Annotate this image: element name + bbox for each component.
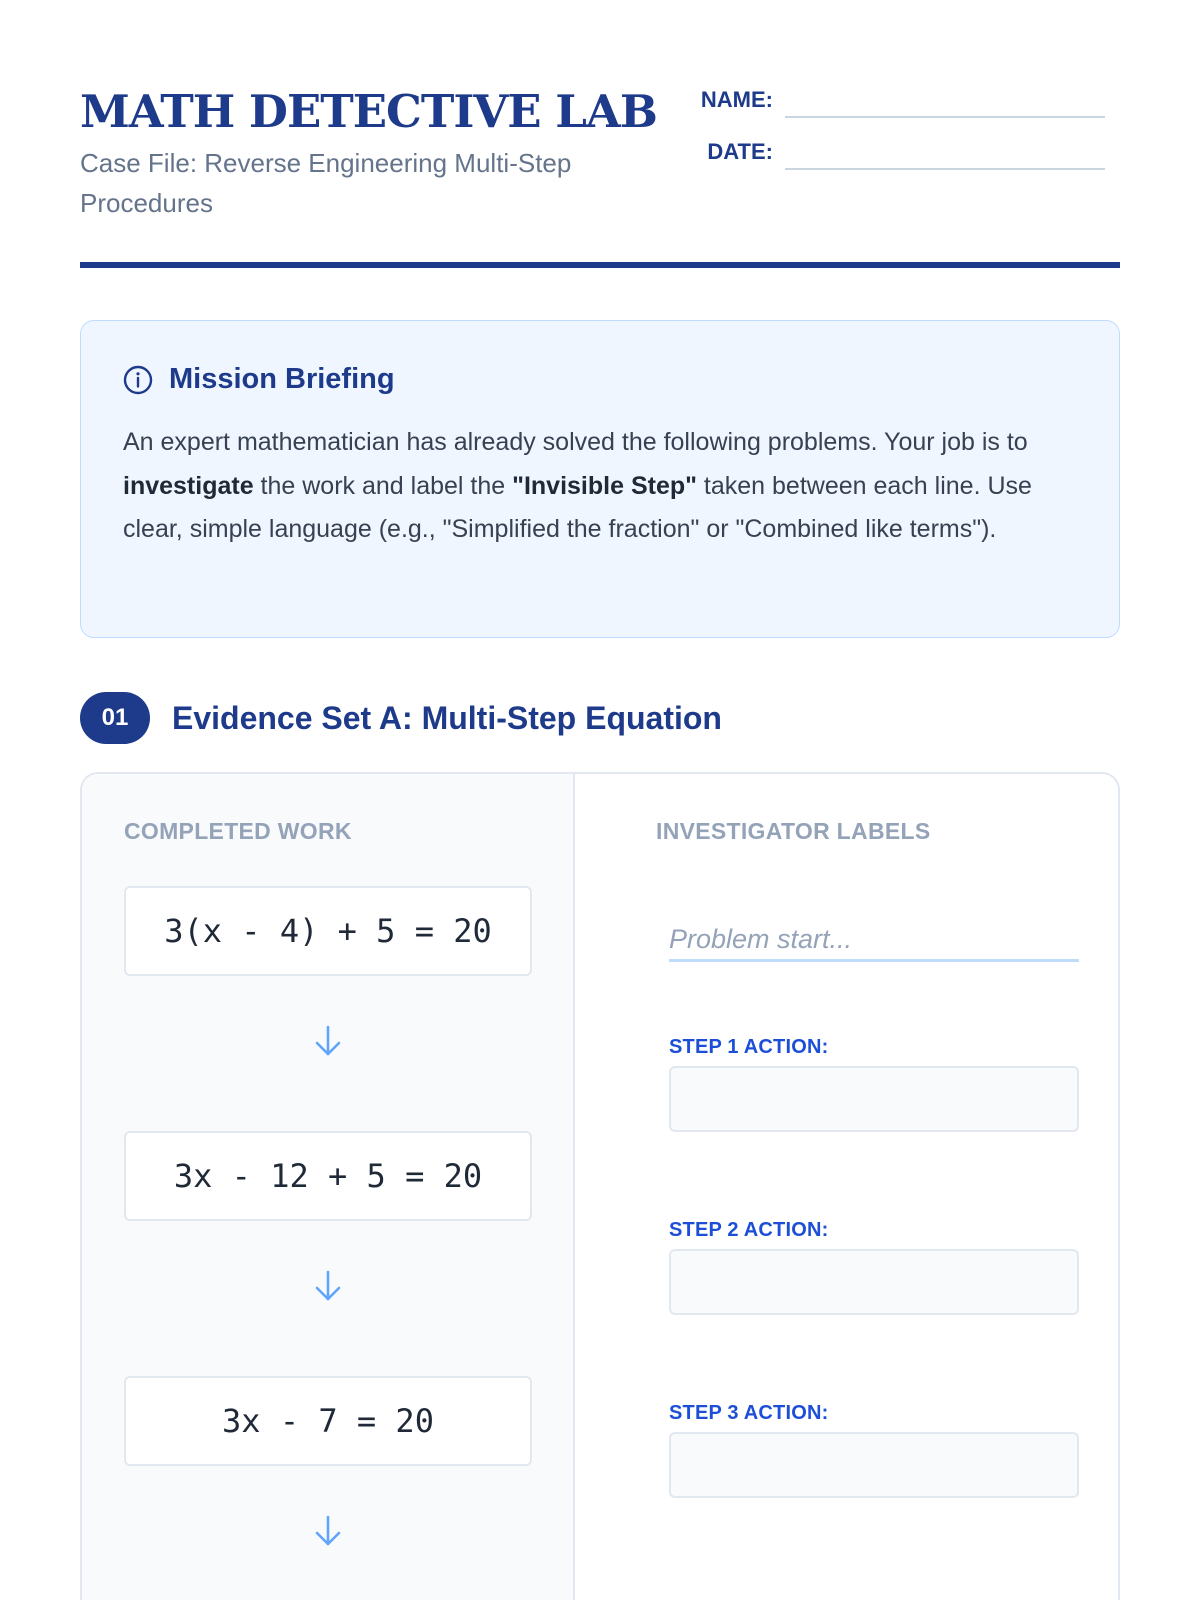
completed-work-column — [82, 774, 575, 1600]
investigator-labels-header: INVESTIGATOR LABELS — [656, 818, 931, 844]
mission-briefing-panel — [80, 320, 1120, 638]
page-title: MATH DETECTIVE LAB — [80, 85, 657, 138]
briefing-header — [123, 363, 395, 396]
date-field[interactable] — [785, 168, 1105, 170]
step-1-input[interactable] — [669, 1066, 1079, 1132]
name-label: NAME: — [700, 87, 773, 112]
step-1-label: STEP 1 ACTION: — [669, 1036, 829, 1058]
section-header — [80, 692, 722, 744]
equation-line-1: 3(x - 4) + 5 = 20 — [124, 886, 532, 976]
step-3-label: STEP 3 ACTION: — [669, 1402, 829, 1424]
step-2-label: STEP 2 ACTION: — [669, 1219, 829, 1241]
briefing-emphasis-invisible-step: "Invisible Step" — [512, 471, 697, 500]
step-3-input[interactable] — [669, 1432, 1079, 1498]
arrow-down-icon — [312, 1269, 344, 1303]
arrow-down-icon — [312, 1514, 344, 1548]
date-label: DATE: — [707, 139, 773, 164]
header-divider — [80, 262, 1120, 268]
section-title: Evidence Set A: Multi-Step Equation — [172, 699, 722, 736]
section-number-badge: 01 — [80, 692, 150, 744]
name-field[interactable] — [785, 116, 1105, 118]
page-subtitle: Case File: Reverse Engineering Multi-Step Procedures — [80, 148, 572, 218]
arrow-down-icon — [312, 1024, 344, 1058]
equation-line-3: 3x - 7 = 20 — [124, 1376, 532, 1466]
info-icon — [123, 365, 153, 395]
equation-line-2: 3x - 12 + 5 = 20 — [124, 1131, 532, 1221]
briefing-title: Mission Briefing — [169, 363, 395, 395]
briefing-emphasis-investigate: investigate — [123, 471, 254, 500]
briefing-text: An expert mathematician has already solved the following problems. Your job is to investigate the work and label the "Invisible Step" taken between each line. Use clear, simple language (e.g., "Simplified the fraction" or "Combined like terms"). — [123, 428, 1032, 543]
evidence-card — [80, 772, 1120, 1600]
step-2-input[interactable] — [669, 1249, 1079, 1315]
completed-work-header: COMPLETED WORK — [124, 818, 352, 844]
page-header — [80, 85, 1120, 265]
problem-start-field[interactable]: Problem start... — [669, 924, 1079, 962]
